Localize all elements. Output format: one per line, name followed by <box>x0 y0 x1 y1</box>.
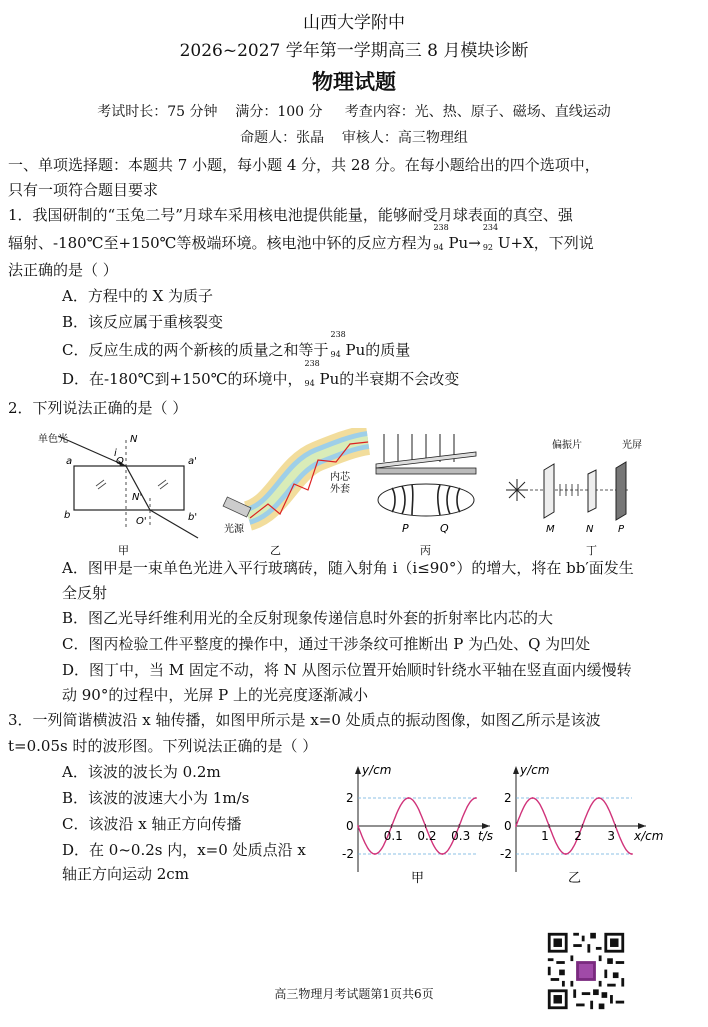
q2-stem: 2．下列说法正确的是（ ） <box>8 399 188 417</box>
svg-text:N': N' <box>132 492 143 503</box>
y-axis-arrow <box>513 766 519 774</box>
section-title-2: 只有一项符合题目要求 <box>8 181 159 199</box>
data-point <box>408 797 410 799</box>
svg-text:N: N <box>130 434 138 445</box>
y-axis-label: y/cm <box>362 763 392 777</box>
q1-stem-1: 1．我国研制的“玉兔二号”月球车采用核电池提供能量，能够耐受月球表面的真空、强 <box>8 206 573 224</box>
svg-text:N: N <box>586 524 594 535</box>
q2-option-d-cont: 动 90°的过程中，光屏 P 上的光亮度逐渐减小 <box>62 686 368 704</box>
data-point <box>532 797 534 799</box>
exam-authors: 命题人：张晶 审核人：高三物理组 <box>240 130 468 146</box>
pu-nuclide: 238 94 Pu <box>304 359 340 388</box>
fig-label-polarizer: 偏振片 <box>552 440 582 451</box>
q3-option-d: D．在 0~0.2s 内，x=0 处质点沿 x <box>62 841 306 859</box>
svg-text:i: i <box>114 448 117 459</box>
y-tick-label: 0 <box>504 819 512 833</box>
q2-option-d: D．图丁中，当 M 固定不动，将 N 从图示位置开始顺时针绕水平轴在竖直面内缓慢转 <box>62 661 632 679</box>
fig-caption-jia: 甲 <box>118 544 129 557</box>
q2-option-a-cont: 全反射 <box>62 584 108 602</box>
y-axis-label: y/cm <box>520 763 550 777</box>
data-point <box>565 853 567 855</box>
y-tick-label: -2 <box>342 847 354 861</box>
svg-text:b: b <box>64 510 71 521</box>
figure-ding-polarizer <box>500 428 660 558</box>
q1-stem-2: 辐射、-180℃至+150℃等极端环境。核电池中钚的反应方程为 238 94 Pu→ 234 92 U+X，下列说 <box>8 223 594 252</box>
q3-option-c: C．该波沿 x 轴正方向传播 <box>62 815 242 833</box>
svg-text:a: a <box>66 456 73 467</box>
x-tick-label: 0.2 <box>417 829 437 843</box>
x-tick-label: 0.3 <box>451 829 471 843</box>
q3-option-b: B．该波的波速大小为 1m/s <box>62 789 250 807</box>
q3-option-a: A．该波的波长为 0.2m <box>62 763 221 781</box>
fig-label-mono-light: 单色光 <box>38 434 68 445</box>
chart-yi-waveform <box>494 760 674 886</box>
q1-option-a: A．方程中的 X 为质子 <box>62 287 214 305</box>
pu-nuclide: 238 94 Pu <box>330 330 366 359</box>
q2-option-a: A．图甲是一束单色光进入平行玻璃砖，随入射角 i（i≤90°）的增大，将在 bb′面发生 <box>62 559 634 577</box>
y-axis-arrow <box>355 766 361 774</box>
q3-option-d-cont: 轴正方向运动 2cm <box>62 865 189 883</box>
svg-text:b': b' <box>188 512 198 523</box>
y-tick-label: 0 <box>346 819 354 833</box>
data-point <box>441 853 443 855</box>
svg-text:O: O <box>116 456 124 467</box>
q1-option-d: D．在-180℃到+150℃的环境中， 238 94 Pu的半衰期不会改变 <box>62 359 460 388</box>
data-point <box>374 853 376 855</box>
data-point <box>515 825 517 827</box>
chart-jia-vibration <box>318 760 494 886</box>
svg-text:Q: Q <box>440 522 449 535</box>
svg-text:P: P <box>618 524 625 535</box>
x-axis-label: t/s <box>478 829 493 843</box>
chart-caption: 乙 <box>568 871 582 886</box>
page-footer: 高三物理月考试题第1页共6页 <box>274 987 434 1001</box>
x-tick-label: 1 <box>541 829 549 843</box>
x-tick-label: 2 <box>574 829 582 843</box>
figure-jia-glass-slab <box>38 428 208 558</box>
fig-caption-bing: 丙 <box>420 544 431 557</box>
fig-caption-yi: 乙 <box>270 544 281 557</box>
subject-title: 物理试题 <box>312 69 396 94</box>
figure-bing-interference <box>370 428 490 558</box>
term-title: 2026~2027 学年第一学期高三 8 月模块诊断 <box>179 41 529 61</box>
svg-text:P: P <box>402 522 409 535</box>
figure-yi-optical-fiber <box>218 428 378 558</box>
reaction-arrow: → <box>468 234 481 252</box>
q2-option-b: B．图乙光导纤维利用光的全反射现象传递信息时外套的折射率比内芯的大 <box>62 609 554 627</box>
y-tick-label: 2 <box>346 791 354 805</box>
q2-option-c: C．图丙检验工件平整度的操作中，通过干涉条纹可推断出 P 为凸处、Q 为凹处 <box>62 635 591 653</box>
section-title: 一、单项选择题：本题共 7 小题，每小题 4 分，共 28 分。在每小题给出的四个选项中， <box>8 156 600 174</box>
fig-label-screen: 光屏 <box>622 440 642 451</box>
svg-text:a': a' <box>188 456 197 467</box>
exam-info: 考试时长：75 分钟 满分：100 分 考查内容：光、热、原子、磁场、直线运动 <box>97 104 611 120</box>
svg-text:O': O' <box>136 516 147 527</box>
data-point <box>357 825 359 827</box>
fig-label-cladding: 外套 <box>330 484 350 495</box>
q1-option-c: C．反应生成的两个新核的质量之和等于 238 94 Pu的质量 <box>62 330 411 359</box>
fig-caption-ding: 丁 <box>586 544 597 557</box>
data-point <box>631 853 633 855</box>
q1-stem-3: 法正确的是（ ） <box>8 261 118 279</box>
u-nuclide: 234 92 U <box>482 223 511 252</box>
q1-option-b: B．该反应属于重核裂变 <box>62 313 224 331</box>
q3-stem-2: t=0.05s 时的波形图。下列说法正确的是（ ） <box>8 737 318 755</box>
data-point <box>475 797 477 799</box>
pu-nuclide: 238 94 Pu <box>433 223 469 252</box>
y-tick-label: -2 <box>500 847 512 861</box>
svg-text:M: M <box>546 524 555 535</box>
fig-label-core: 内芯 <box>330 472 350 483</box>
fig-label-source: 光源 <box>224 524 244 535</box>
data-point <box>598 797 600 799</box>
school-name: 山西大学附中 <box>303 13 405 33</box>
q3-stem-1: 3．一列简谐横波沿 x 轴传播，如图甲所示是 x=0 处质点的振动图像，如图乙所示是该波 <box>8 711 601 729</box>
chart-caption: 甲 <box>411 871 425 886</box>
x-tick-label: 0.1 <box>383 829 403 843</box>
x-tick-label: 3 <box>607 829 616 843</box>
x-axis-label: x/cm <box>634 829 664 843</box>
y-tick-label: 2 <box>504 791 512 805</box>
